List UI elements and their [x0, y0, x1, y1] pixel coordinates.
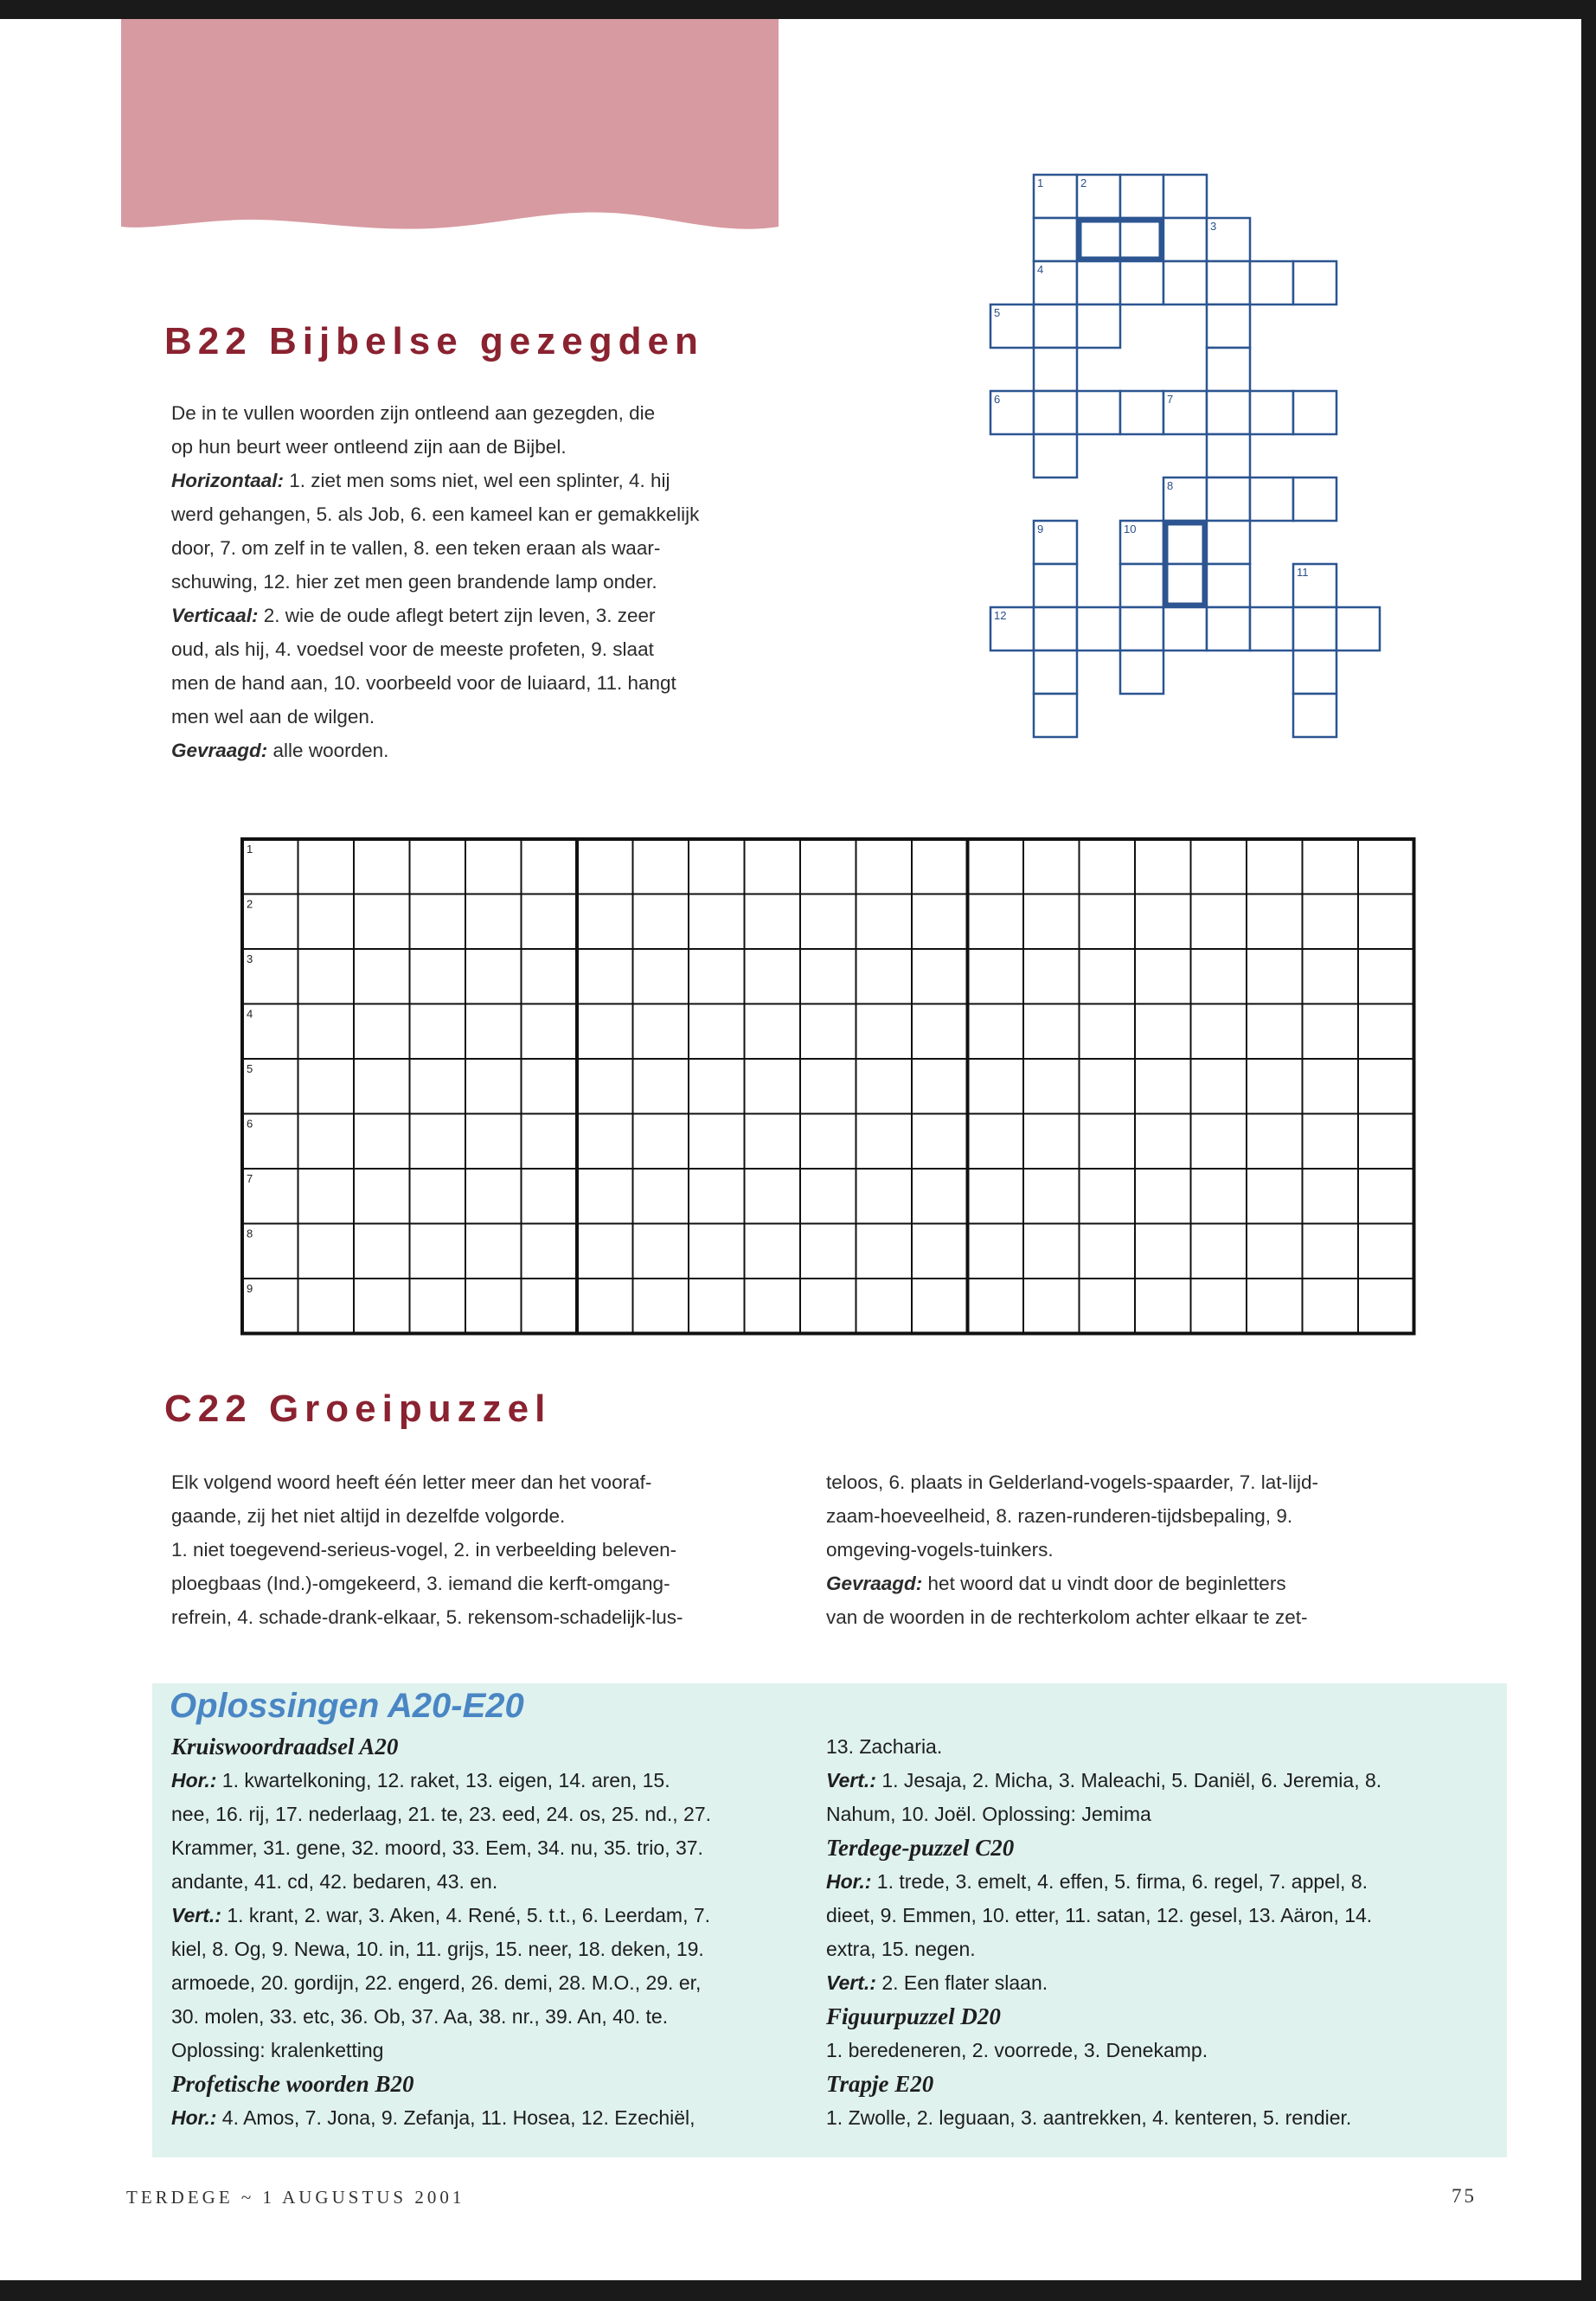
top-border — [0, 0, 1596, 19]
row-number: 5 — [247, 1062, 253, 1075]
row-number: 1 — [247, 843, 253, 856]
crossword-cell — [1250, 607, 1293, 651]
crossword-cell — [1207, 348, 1250, 391]
crossword-cell — [1207, 304, 1250, 348]
c22-right-column — [826, 1465, 1466, 1634]
row-number: 2 — [247, 897, 253, 911]
hor-label: Hor.: — [171, 2106, 217, 2129]
solution-line: 13. Zacharia. — [826, 1735, 943, 1758]
clue-text: door, 7. om zelf in te vallen, 8. een teken eraan als waar- — [171, 537, 661, 559]
solution-heading-e20: Trapje E20 — [826, 2071, 934, 2097]
crossword-cell — [1034, 391, 1077, 434]
crossword-cell — [1120, 564, 1163, 607]
b22-title: B22 Bijbelse gezegden — [164, 320, 704, 362]
vert-label: Vert.: — [171, 1904, 221, 1926]
solution-text: 1. trede, 3. emelt, 4. effen, 5. firma, 6. regel, 7. appel, 8. — [871, 1870, 1368, 1893]
solution-line: Krammer, 31. gene, 32. moord, 33. Eem, 34. nu, 35. trio, 37. — [171, 1836, 703, 1859]
crossword-cell — [1293, 478, 1336, 521]
c22-line: zaam-hoeveelheid, 8. razen-runderen-tijdsbepaling, 9. — [826, 1505, 1293, 1527]
clue-text: 2. wie de oude aflegt betert zijn leven, 3. zeer — [258, 605, 656, 626]
row-number: 3 — [247, 952, 253, 965]
c22-line: Elk volgend woord heeft één letter meer dan het vooraf- — [171, 1471, 652, 1493]
crossword-cell — [1077, 261, 1120, 304]
solution-heading-a20: Kruiswoordraadsel A20 — [171, 1734, 399, 1759]
c22-line: ploegbaas (Ind.)-omgekeerd, 3. iemand die kerft-omgang- — [171, 1573, 670, 1594]
solution-line: extra, 15. negen. — [826, 1938, 976, 1960]
solution-line — [171, 1899, 794, 1932]
solutions-left-column — [171, 1730, 794, 2135]
clue-number: 12 — [994, 609, 1007, 622]
pink-wave-decoration — [121, 19, 779, 244]
clue-number: 8 — [1167, 479, 1174, 492]
solution-line: kiel, 8. Og, 9. Newa, 10. in, 11. grijs, 15. neer, 18. deken, 19. — [171, 1938, 704, 1960]
grid-frame — [242, 839, 1414, 1334]
crossword-cell — [1120, 391, 1163, 434]
c22-line: gaande, zij het niet altijd in dezelfde volgorde. — [171, 1505, 566, 1527]
crossword-cell — [1293, 607, 1336, 651]
b22-intro-line: op hun beurt weer ontleend zijn aan de Bijbel. — [171, 436, 567, 458]
crossword-cell — [1034, 218, 1077, 261]
clue-text: werd gehangen, 5. als Job, 6. een kameel kan er gemakkelijk — [171, 503, 700, 525]
clue-number: 5 — [994, 306, 1001, 319]
c22-line: refrein, 4. schade-drank-elkaar, 5. rekensom-schadelijk-lus- — [171, 1606, 683, 1628]
vertical-label: Verticaal: — [171, 605, 259, 626]
b22-text — [171, 396, 794, 767]
c22-question — [826, 1567, 1466, 1600]
clue-number: 9 — [1037, 522, 1044, 535]
solution-line — [171, 2101, 794, 2135]
crossword-cell — [1077, 218, 1120, 261]
c22-line: teloos, 6. plaats in Gelderland-vogels-spaarder, 7. lat-lijd- — [826, 1471, 1319, 1493]
clue-number: 3 — [1210, 220, 1217, 233]
footer-publication: TERDEGE ~ 1 AUGUSTUS 2001 — [126, 2187, 465, 2208]
clue-number: 10 — [1124, 522, 1137, 535]
crossword-cell — [1207, 607, 1250, 651]
crossword-cell — [1034, 434, 1077, 478]
vert-label: Vert.: — [826, 1769, 876, 1791]
c22-line: 1. niet toegevend-serieus-vogel, 2. in verbeelding beleven- — [171, 1539, 677, 1561]
solution-text: 2. Een flater slaan. — [875, 1971, 1048, 1994]
solution-line: Oplossing: kralenketting — [171, 2039, 384, 2061]
b22-question — [171, 734, 794, 767]
solution-text: 1. krant, 2. war, 3. Aken, 4. René, 5. t.t., 6. Leerdam, 7. — [221, 1904, 711, 1926]
crossword-cell — [1077, 304, 1120, 348]
crossword-cell — [1293, 651, 1336, 694]
horizontal-label: Horizontaal: — [171, 470, 285, 491]
solutions-title: Oplossingen A20-E20 — [170, 1687, 524, 1725]
crossword-cell — [1120, 218, 1163, 261]
vert-label: Vert.: — [826, 1971, 876, 1994]
solution-heading-b20: Profetische woorden B20 — [171, 2071, 414, 2097]
page-number: 75 — [1452, 2185, 1477, 2207]
b22-intro-line: De in te vullen woorden zijn ontleend aan gezegden, die — [171, 402, 656, 424]
crossword-cell — [1207, 564, 1250, 607]
crossword-cell — [1034, 348, 1077, 391]
crossword-cell — [1034, 651, 1077, 694]
b22-horizontal-clues — [171, 464, 794, 497]
solutions-right-column — [826, 1730, 1484, 2135]
c22-line: omgeving-vogels-tuinkers. — [826, 1539, 1054, 1561]
solution-heading-c20: Terdege-puzzel C20 — [826, 1835, 1015, 1861]
crossword-cell — [1163, 175, 1207, 218]
question-text: alle woorden. — [267, 740, 389, 761]
solution-line — [171, 1764, 794, 1798]
solution-heading-d20: Figuurpuzzel D20 — [826, 2003, 1001, 2029]
crossword-cell — [1207, 434, 1250, 478]
b22-vertical-clues — [171, 599, 794, 632]
clue-text: schuwing, 12. hier zet men geen brandende lamp onder. — [171, 571, 657, 593]
crossword-cell — [1077, 607, 1120, 651]
clue-number: 2 — [1080, 176, 1087, 189]
crossword-cell — [1293, 391, 1336, 434]
crossword-cell — [1336, 607, 1380, 651]
solution-line — [826, 1865, 1484, 1899]
solution-line: dieet, 9. Emmen, 10. etter, 11. satan, 12. gesel, 13. Aäron, 14. — [826, 1904, 1373, 1926]
clue-number: 4 — [1037, 263, 1044, 276]
solution-line: 1. Zwolle, 2. leguaan, 3. aantrekken, 4. kenteren, 5. rendier. — [826, 2106, 1352, 2129]
crossword-cell — [1034, 304, 1077, 348]
crossword-cell — [1207, 391, 1250, 434]
solution-line: 1. beredeneren, 2. voorrede, 3. Denekamp. — [826, 2039, 1208, 2061]
solution-line: nee, 16. rij, 17. nederlaag, 21. te, 23. eed, 24. os, 25. nd., 27. — [171, 1803, 711, 1825]
crossword-cell — [1207, 261, 1250, 304]
row-number: 6 — [247, 1117, 253, 1131]
row-number: 7 — [247, 1172, 253, 1185]
clue-text: 1. ziet men soms niet, wel een splinter, 4. hij — [284, 470, 670, 491]
row-number: 8 — [247, 1227, 253, 1240]
clue-number: 6 — [994, 393, 1001, 406]
clue-number: 11 — [1297, 566, 1309, 579]
solution-text: 4. Amos, 7. Jona, 9. Zefanja, 11. Hosea, 12. Ezechiël, — [216, 2106, 695, 2129]
row-number: 9 — [247, 1282, 253, 1295]
question-label: Gevraagd: — [171, 740, 268, 761]
b22-crossword — [977, 164, 1410, 770]
crossword-cell — [1163, 218, 1207, 261]
clue-text: men de hand aan, 10. voorbeeld voor de luiaard, 11. hangt — [171, 672, 676, 694]
hor-label: Hor.: — [826, 1870, 872, 1893]
solution-line: 30. molen, 33. etc, 36. Ob, 37. Aa, 38. nr., 39. An, 40. te. — [171, 2005, 669, 2028]
clue-number: 7 — [1167, 393, 1174, 406]
solution-text: 1. Jesaja, 2. Micha, 3. Maleachi, 5. Daniël, 6. Jeremia, 8. — [875, 1769, 1382, 1791]
question-text: het woord dat u vindt door de beginletters — [922, 1573, 1286, 1594]
crossword-cell — [1163, 607, 1207, 651]
crossword-cell — [1207, 521, 1250, 564]
crossword-cell — [1163, 564, 1207, 607]
crossword-cell — [1034, 694, 1077, 737]
hor-label: Hor.: — [171, 1769, 217, 1791]
crossword-cell — [1120, 261, 1163, 304]
crossword-cell — [1034, 607, 1077, 651]
crossword-cell — [1077, 391, 1120, 434]
crossword-cell — [1163, 521, 1207, 564]
clue-text: men wel aan de wilgen. — [171, 706, 375, 727]
crossword-cell — [1250, 478, 1293, 521]
solution-line: andante, 41. cd, 42. bedaren, 43. en. — [171, 1870, 498, 1893]
solution-line — [826, 1764, 1484, 1798]
clue-number: 1 — [1037, 176, 1044, 189]
right-border — [1581, 0, 1596, 2301]
c22-line: van de woorden in de rechterkolom achter elkaar te zet- — [826, 1606, 1308, 1628]
question-label: Gevraagd: — [826, 1573, 923, 1594]
solution-line — [826, 1966, 1484, 2000]
c22-left-column — [171, 1465, 794, 1634]
crossword-cell — [1250, 391, 1293, 434]
crossword-cell — [1034, 564, 1077, 607]
crossword-cell — [1163, 261, 1207, 304]
crossword-cell — [1207, 478, 1250, 521]
crossword-cell — [1293, 261, 1336, 304]
crossword-cell — [1293, 694, 1336, 737]
row-number: 4 — [247, 1007, 253, 1021]
solution-text: 1. kwartelkoning, 12. raket, 13. eigen, 14. aren, 15. — [216, 1769, 670, 1791]
c22-title: C22 Groeipuzzel — [164, 1388, 552, 1430]
crossword-cell — [1250, 261, 1293, 304]
bottom-border — [0, 2280, 1596, 2301]
solution-line: Nahum, 10. Joël. Oplossing: Jemima — [826, 1803, 1151, 1825]
clue-text: oud, als hij, 4. voedsel voor de meeste profeten, 9. slaat — [171, 638, 654, 660]
c22-grid — [235, 832, 1420, 1351]
solution-line: armoede, 20. gordijn, 22. engerd, 26. demi, 28. M.O., 29. er, — [171, 1971, 702, 1994]
crossword-cell — [1120, 607, 1163, 651]
crossword-cell — [1120, 651, 1163, 694]
crossword-cell — [1120, 175, 1163, 218]
